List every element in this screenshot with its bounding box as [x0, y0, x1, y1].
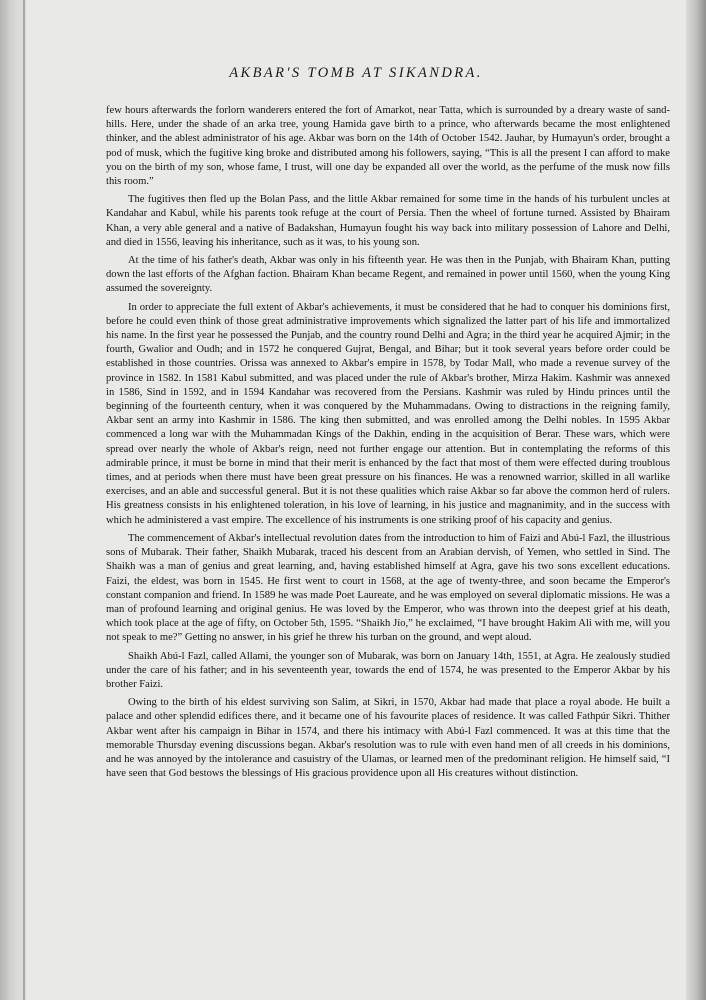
binding-gutter: [23, 0, 25, 1000]
paragraph-6: Shaikh Abú-l Fazl, called Allami, the younger son of Mubarak, was born on January 14th, 1551, at Agra. He zealously studied under the care of his father; and in his seventeenth year, towards the end of 1574, he was presented to the Emperor Akbar by his brother Faizi.: [106, 650, 670, 690]
page-sheet: [26, 0, 686, 1000]
body-text: [106, 104, 670, 785]
paragraph-5: The commencement of Akbar's intellectual revolution dates from the introduction to him of Faizi and Abú-l Fazl, the illustrious sons of Mubarak. Their father, Shaikh Mubarak, traced his descent from an Arabian dervish, of Yemen, who settled in Sind. The Shaikh was a man of genius and great learning, and, having established himself at Agra, gave his two sons excellent educations. Faizi, the eldest, was born in 1545. He first went to court in 1568, at the age of twenty-three, and soon became the Emperor's constant companion and friend. In 1589 he was made Poet Laureate, and he was employed on several diplomatic missions. He was a man of profound learning and original genius. He was loved by the Emperor, who was thrown into the deepest grief at his death, which took place at the age of fifty, on October 5th, 1595. “Shaikh Jío,” he exclaimed, “I have brought Hakim Ali with me, will you not speak to me?” Getting no answer, in his grief he threw his turban on the ground, and wept aloud.: [106, 532, 670, 644]
paragraph-1: few hours afterwards the forlorn wanderers entered the fort of Amarkot, near Tatta, which is surrounded by a dreary waste of sand-hills. Here, under the shade of an arka tree, young Hamida gave birth to a prince, who afterwards became the most enlightened thinker, and the ablest administrator of his age. Akbar was born on the 14th of October 1542. Jauhar, by Humayun's order, brought a pod of musk, which the fugitive king broke and distributed among his followers, saying, “This is all the present I can afford to make you on the birth of my son, whose fame, I trust, will one day be expanded all over the world, as the perfume of the musk now fills this room.”: [106, 105, 670, 188]
running-header: AKBAR'S TOMB AT SIKANDRA.: [229, 65, 483, 81]
paragraph-4: In order to appreciate the full extent of Akbar's achievements, it must be considered that he had to conquer his dominions first, before he could even think of those great administrative improvements which signalized the latter part of his life and immortalized his name. In the first year he possessed the Punjab, and the country round Delhi and Agra; in the third year he acquired Ajmir; in the fourth, Gwalior and Oudh; and in 1572 he conquered Gujrat, Bengal, and Bihar; but it took several years before order could be established in those countries. Orissa was annexed to Akbar's empire in 1578, by Todar Mall, who made a revenue survey of the province in 1582. In 1581 Kabul submitted, and was placed under the rule of Akbar's brother, Mirza Hakim. Kashmir was annexed in 1586, Sind in 1592, and in 1594 Kandahar was recovered from the Persians. Kashmir was ruled by Hindu princes until the beginning of the fourteenth century, when it was conquered by the Muhammadans. Owing to distractions in the reigning family, Akbar sent an army into Kashmir in 1586. The king then submitted, and was enrolled among the Delhi nobles. In 1595 Akbar commenced a long war with the Muhammadan Kings of the Dakhin, ending in the acquisition of Berar. These wars, which were spread over nearly the whole of Akbar's reign, need not further engage our attention. But in contemplating the reforms of this admirable prince, it must be borne in mind that their merit is enhanced by the fact that most of them were effected during troublous times, and at periods when there must have been great pressure on his finances. He was a renowned warrior, skilled in all warlike exercises, and an able and successful general. But it is not these qualities which raise Akbar so far above the common herd of rulers. His greatness consists in his enlightened toleration, in his love of learning, in his justice and magnanimity, and in the success with which he administered a vast empire. The excellence of his instruments is one striking proof of his capacity and genius.: [106, 301, 670, 526]
paragraph-2: The fugitives then fled up the Bolan Pass, and the little Akbar remained for some time in the hands of his turbulent uncles at Kandahar and Kabul, while his parents took refuge at the court of Persia. Then the wheel of fortune turned. Assisted by Bhairam Khan, a very able general and a native of Badakshan, Humayun fought his way back into military possession of Lahore and Delhi, and died in 1556, leaving his inheritance, such as it was, to his young son.: [106, 194, 670, 248]
paragraph-7: Owing to the birth of his eldest surviving son Salim, at Sikri, in 1570, Akbar had made that place a royal abode. He built a palace and other splendid edifices there, and it became one of his favourite places of residence. It was called Fathpúr Sikri. Thither Akbar went after his campaign in Bihar in 1574, and there his intimacy with Abú-l Fazl commenced. It was at this time that the memorable Thursday evening discussions began. Akbar's resolution was to rule with even hand men of all creeds in his dominions, and he was annoyed by the intolerance and casuistry of the Ulamas, or learned men of the predominant religion. He himself said, “I have seen that God bestows the blessings of His gracious providence upon all His creatures without distinction.: [106, 697, 670, 780]
paragraph-3: At the time of his father's death, Akbar was only in his fifteenth year. He was then in the Punjab, with Bhairam Khan, putting down the last efforts of the Afghan faction. Bhairam Khan became Regent, and remained in power until 1560, when the young King assumed the sovereignty.: [106, 255, 670, 295]
